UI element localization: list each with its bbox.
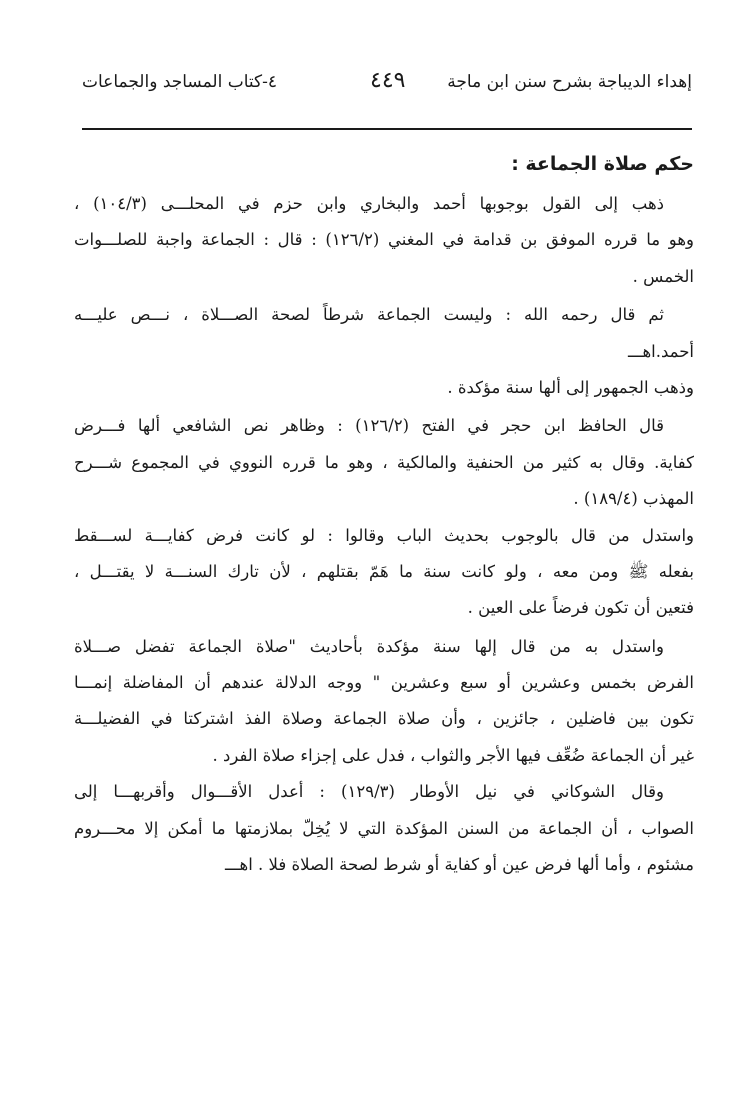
paragraph-line: ذهب إلى القول بوجوبها أحمد والبخاري وابن حزم في المحلـــى (١٠٤/٣) ، [74,194,664,213]
paragraph-line: بفعله ﷺ ومن معه ، ولو كانت سنة ما هَمّ بقتلهم ، لأن تارك السنـــة لا يقتـــل ، [74,561,694,581]
paragraph-3 [74,370,694,406]
page-number: ٤٤٩ [370,68,406,93]
paragraph-line: الخمس . [632,266,694,286]
running-chapter-title: ٤-كتاب المساجد والجماعات [82,72,278,92]
paragraph-5 [74,518,694,627]
paragraph-line: وقال الشوكاني في نيل الأوطار (١٢٩/٣) : أعدل الأقـــوال وأقربهـــا إلى [74,782,664,802]
paragraph-line: المهذب (١٨٩/٤) . [573,489,694,509]
section-heading: حكم صلاة الجماعة : [511,153,694,175]
paragraph-line: وهو ما قرره الموفق بن قدامة في المغني (١٢٦/٢) : قال : الجماعة واجبة للصلـــوات [74,230,694,250]
paragraph-line: الفرض بخمس وعشرين أو سبع وعشرين " ووجه الدلالة عندهم أن المفاضلة إنمـــا [74,673,694,693]
paragraph-line: مشئوم ، وأما ألها فرض عين أو كفاية أو شرط لصحة الصلاة فلا . اهـــ [225,855,694,875]
paragraph-line: كفاية. وقال به كثير من الحنفية والمالكية ، وهو ما قرره النووي في المجموع شـــرح [74,452,694,472]
paragraph-line: فتعين أن تكون فرضاً على العين . [467,598,694,618]
header-rule [82,128,692,130]
paragraph-2 [74,297,694,370]
paragraph-7 [74,774,694,883]
page-body [74,142,694,883]
paragraph-line: غير أن الجماعة ضُعِّف فيها الأجر والثواب ، فدل على إجزاء صلاة الفرد . [212,745,694,765]
page-header [82,68,692,102]
paragraph-line: قال الحافظ ابن حجر في الفتح (١٢٦/٢) : وظاهر نص الشافعي ألها فـــرض [74,416,664,436]
paragraph-line: واستدل من قال بالوجوب بحديث الباب وقالوا : لو كانت فرض كفايـــة لســـقط [74,525,694,545]
paragraph-4 [74,408,694,517]
running-book-title: إهداء الديباجة بشرح سنن ابن ماجة [447,72,692,92]
paragraph-1 [74,186,694,295]
paragraph-6 [74,629,694,775]
paragraph-line: واستدل به من قال إلها سنة مؤكدة بأحاديث "صلاة الجماعة تفضل صـــلاة [74,636,664,656]
paragraph-line: وذهب الجمهور إلى ألها سنة مؤكدة . [447,377,694,397]
paragraph-line: ثم قال رحمه الله : وليست الجماعة شرطاً لصحة الصـــلاة ، نـــص عليـــه [74,305,664,325]
paragraph-line: أحمد.اهـــ [627,341,694,361]
paragraph-line: الصواب ، أن الجماعة من السنن المؤكدة التي لا يُخِلّ بملازمتها ما أمكن إلا محـــروم [74,818,694,838]
paragraph-line: تكون بين فاضلين ، جائزين ، وأن صلاة الجماعة وصلاة الفذ اشتركتا في الفضيلـــة [74,709,694,729]
